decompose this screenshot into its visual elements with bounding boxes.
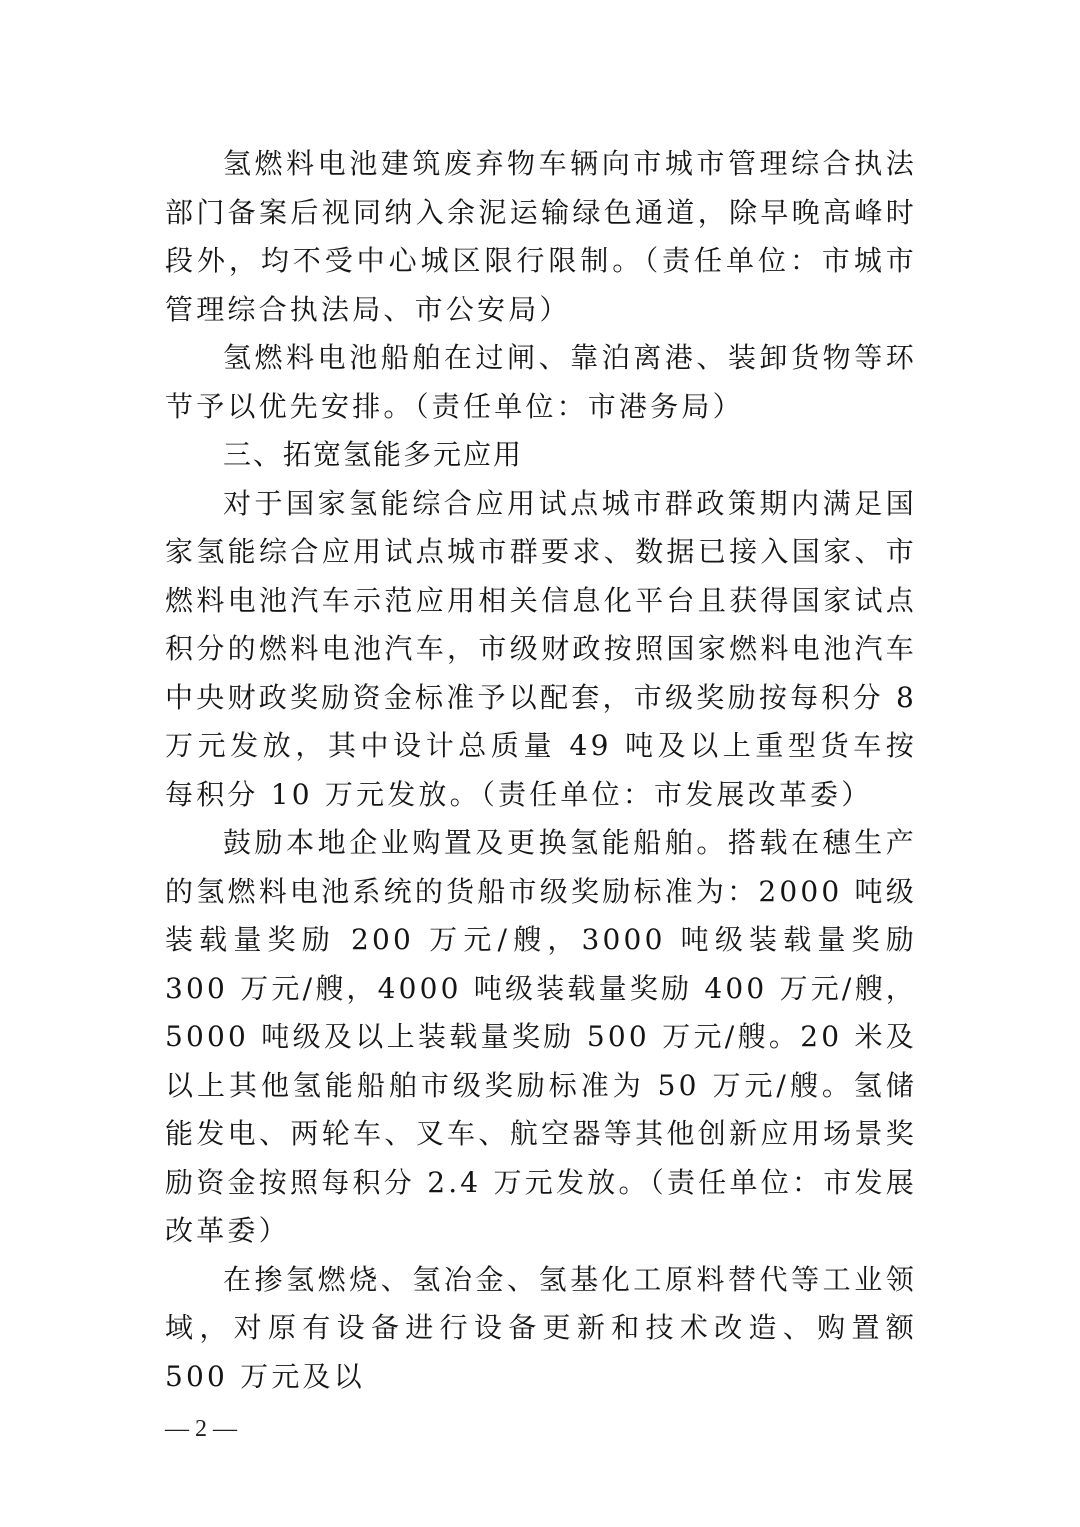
document-body (165, 140, 917, 1401)
paragraph-ship-priority: 氢燃料电池船舶在过闸、靠泊离港、装卸货物等环节予以优先安排。（责任单位：市港务局） (165, 341, 917, 423)
paragraph-fuel-cell-vehicle-rewards: 对于国家氢能综合应用试点城市群政策期内满足国家氢能综合应用试点城市群要求、数据已接入国家、市燃料电池汽车示范应用相关信息化平台且获得国家试点积分的燃料电池汽车，市级财政按照国家燃料电池汽车中央财政奖励资金标准予以配套，市级奖励按每积分 8 万元发放，其中设计总质量 49 吨及以上重型货车按每积分 10 万元发放。（责任单位：市发展改革委） (165, 486, 917, 811)
page-number: — 2 — (165, 1416, 237, 1442)
paragraph-construction-waste-vehicles: 氢燃料电池建筑废弃物车辆向市城市管理综合执法部门备案后视同纳入余泥运输绿色通道，除早晚高峰时段外，均不受中心城区限行限制。（责任单位：市城市管理综合执法局、市公安局） (165, 147, 917, 326)
section-heading: 三、拓宽氢能多元应用 (223, 438, 524, 471)
paragraph-hydrogen-ship-rewards: 鼓励本地企业购置及更换氢能船舶。搭载在穗生产的氢燃料电池系统的货船市级奖励标准为：2000 吨级装载量奖励 200 万元/艘，3000 吨级装载量奖励 300 万元/艘，4000 吨级装载量奖励 400 万元/艘，5000 吨级及以上装载量奖励 500 万元/艘。20 米及以上其他氢能船舶市级奖励标准为 50 万元/艘。氢储能发电、两轮车、叉车、航空器等其他创新应用场景奖励资金按照每积分 2.4 万元发放。（责任单位：市发展改革委） (165, 826, 917, 1247)
paragraph-industrial-applications: 在掺氢燃烧、氢冶金、氢基化工原料替代等工业领域，对原有设备进行设备更新和技术改造、购置额 500 万元及以 (165, 1262, 917, 1393)
